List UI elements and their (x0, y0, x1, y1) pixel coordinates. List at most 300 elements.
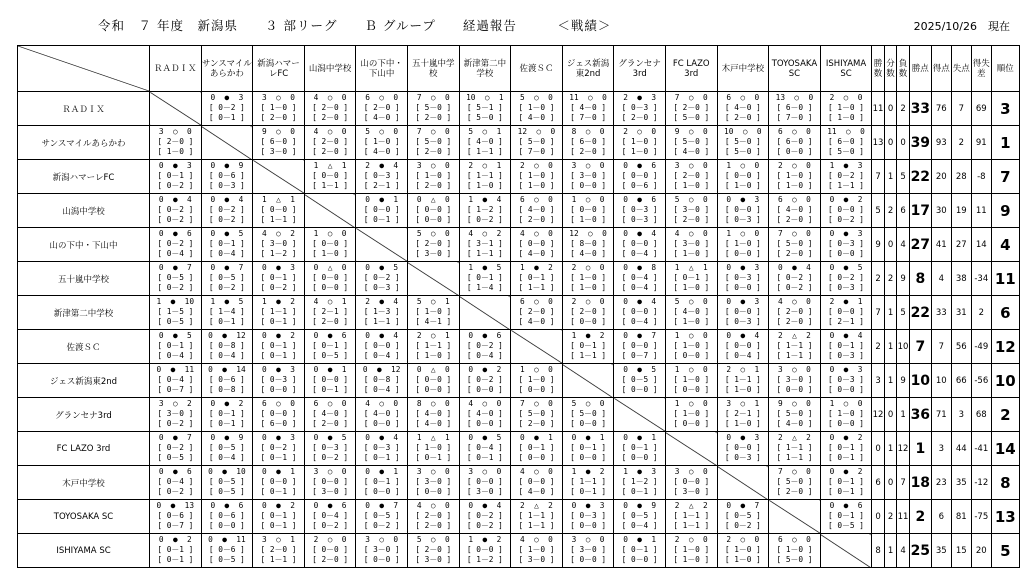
stat-goals-for: 41 (931, 228, 951, 262)
match-half-score: [ 3－0 ] (157, 409, 194, 418)
match-result-cell (201, 364, 253, 398)
match-total: 0 ● 6 (313, 331, 347, 340)
match-half-score: [ 0－1 ] (312, 385, 349, 394)
match-half-score: [ 0－2 ] (208, 103, 245, 112)
match-result-cell (201, 160, 253, 194)
match-half-score: [ 3－0 ] (260, 239, 297, 248)
match-half-score: [ 0－0 ] (673, 385, 710, 394)
match-total: 0 ● 4 (726, 331, 760, 340)
match-result-cell (769, 364, 821, 398)
stat-rank: 6 (991, 296, 1019, 330)
match-result-cell (562, 262, 614, 296)
match-half-score: [ 0－2 ] (363, 273, 400, 282)
match-half-score: [ 0－2 ] (363, 521, 400, 530)
team-column-header: FC LAZO 3rd (665, 46, 717, 92)
team-row-name: ISHIYAMA SC (18, 534, 150, 568)
match-result-cell (459, 330, 511, 364)
match-total: 2 ○ 1 (416, 331, 450, 340)
match-result-cell (407, 432, 459, 466)
match-total: 0 ● 1 (623, 433, 657, 442)
match-half-score: [ 2－0 ] (363, 103, 400, 112)
match-half-score: [ 4－1 ] (415, 317, 452, 326)
table-row (18, 262, 1020, 296)
match-total: 7 ○ 0 (777, 229, 811, 238)
match-total: 0 ● 1 (520, 433, 553, 442)
match-half-score: [ 1－0 ] (518, 171, 555, 180)
match-total: 0 ● 5 (158, 331, 192, 340)
match-result-cell (201, 466, 253, 500)
match-result-cell (356, 534, 408, 568)
match-half-score: [ 0－1 ] (466, 273, 503, 282)
stat-wins: 12 (872, 398, 885, 432)
match-total: 3 ○ 0 (571, 161, 605, 170)
match-result-cell (511, 160, 563, 194)
match-half-score: [ 0－5 ] (208, 443, 245, 452)
match-result-cell (459, 160, 511, 194)
match-total: 0 ● 3 (726, 433, 760, 442)
match-half-score: [ 1－1 ] (466, 171, 503, 180)
match-total: 8 ○ 0 (416, 399, 450, 408)
match-half-score: [ 1－0 ] (673, 181, 710, 190)
match-half-score: [ 0－3 ] (208, 181, 245, 190)
match-total: 1 ○ 0 (313, 229, 347, 238)
match-half-score: [ 1－0 ] (673, 341, 710, 350)
match-half-score: [ 4－0 ] (570, 249, 607, 258)
match-total: 0 ● 1 (571, 433, 605, 442)
stat-goals-against: 66 (951, 364, 971, 398)
match-total: 0 ● 3 (726, 297, 760, 306)
match-half-score: [ 0－0 ] (621, 341, 658, 350)
diagonal-cell (304, 194, 356, 228)
match-half-score: [ 1－0 ] (673, 317, 710, 326)
match-half-score: [ 3－0 ] (415, 249, 452, 258)
match-half-score: [ 1－1 ] (776, 341, 813, 350)
match-result-cell (614, 262, 666, 296)
stat-header-gd: 得失差 (971, 46, 991, 92)
match-total: 1 △ 1 (416, 433, 450, 442)
match-total: 2 ○ 0 (571, 297, 605, 306)
match-half-score: [ 0－0 ] (570, 419, 607, 428)
match-total: 0 ● 2 (468, 365, 502, 374)
stat-header-losses: 負数 (897, 46, 910, 92)
match-half-score: [ 0－0 ] (363, 555, 400, 564)
match-result-cell (614, 432, 666, 466)
match-result-cell (459, 432, 511, 466)
match-result-cell (562, 398, 614, 432)
match-result-cell (562, 500, 614, 534)
team-row-name: 木戸中学校 (18, 466, 150, 500)
match-half-score: [ 0－0 ] (312, 545, 349, 554)
match-total: 0 ● 2 (262, 501, 295, 510)
match-total: 0 ● 13 (156, 501, 195, 510)
match-half-score: [ 1－0 ] (260, 103, 297, 112)
match-half-score: [ 2－0 ] (776, 317, 813, 326)
match-result-cell (769, 160, 821, 194)
match-result-cell (459, 534, 511, 568)
match-total: 4 ○ 0 (365, 399, 399, 408)
match-half-score: [ 0－2 ] (828, 215, 864, 224)
match-half-score: [ 0－0 ] (828, 205, 864, 214)
match-half-score: [ 1－1 ] (518, 283, 555, 292)
match-half-score: [ 0－1 ] (157, 171, 194, 180)
match-half-score: [ 0－3 ] (724, 273, 761, 282)
match-total: 2 ○ 0 (520, 161, 553, 170)
match-total: 1 ● 5 (210, 297, 244, 306)
match-half-score: [ 5－1 ] (466, 103, 503, 112)
match-half-score: [ 2－0 ] (312, 147, 349, 156)
match-half-score: [ 4－0 ] (415, 409, 452, 418)
match-half-score: [ 1－0 ] (724, 419, 761, 428)
team-column-header: 佐渡ＳＣ (511, 46, 563, 92)
match-result-cell (614, 534, 666, 568)
match-half-score: [ 4－0 ] (673, 147, 710, 156)
match-total: 2 ● 1 (829, 297, 863, 306)
match-half-score: [ 7－0 ] (776, 113, 813, 122)
match-half-score: [ 6－0 ] (570, 137, 607, 146)
match-half-score: [ 3－0 ] (570, 171, 607, 180)
match-half-score: [ 0－1 ] (828, 477, 864, 486)
match-half-score: [ 0－0 ] (828, 385, 864, 394)
match-half-score: [ 0－2 ] (466, 215, 503, 224)
stat-wins: 7 (872, 296, 885, 330)
match-total: 1 ● 2 (571, 467, 605, 476)
match-total: 0 ● 3 (726, 263, 760, 272)
match-half-score: [ 0－5 ] (208, 487, 245, 496)
match-half-score: [ 0－0 ] (673, 351, 710, 360)
team-column-header: ＲＡＤＩＸ (150, 46, 202, 92)
match-half-score: [ 0－6 ] (208, 511, 245, 520)
match-result-cell (304, 126, 356, 160)
match-half-score: [ 0－1 ] (621, 443, 658, 452)
match-half-score: [ 1－2 ] (466, 555, 503, 564)
match-result-cell (150, 160, 202, 194)
match-total: 11 ○ 0 (827, 127, 865, 136)
match-result-cell (150, 228, 202, 262)
match-total: 6 ○ 0 (520, 195, 553, 204)
match-total: 0 ● 9 (623, 501, 657, 510)
match-total: 3 ○ 1 (262, 535, 295, 544)
match-half-score: [ 1－0 ] (363, 137, 400, 146)
match-half-score: [ 2－0 ] (312, 137, 349, 146)
match-half-score: [ 1－0 ] (724, 181, 761, 190)
match-result-cell (820, 228, 872, 262)
match-result-cell (820, 194, 872, 228)
match-total: 0 ● 1 (365, 467, 399, 476)
match-half-score: [ 5－0 ] (724, 147, 761, 156)
match-result-cell (150, 296, 202, 330)
match-half-score: [ 1－0 ] (673, 375, 710, 384)
standings-table (17, 45, 1020, 568)
stat-losses: 10 (897, 330, 910, 364)
match-half-score: [ 2－0 ] (518, 215, 555, 224)
match-result-cell (253, 296, 305, 330)
team-column-header: 五十嵐中学校 (407, 46, 459, 92)
match-half-score: [ 1－1 ] (673, 521, 710, 530)
match-total: 4 ○ 0 (674, 229, 708, 238)
match-total: 12 ○ 0 (569, 229, 607, 238)
match-result-cell (356, 126, 408, 160)
match-result-cell (304, 534, 356, 568)
stat-draws: 0 (884, 466, 897, 500)
match-total: 0 △ 0 (416, 195, 450, 204)
match-total: 0 ● 2 (262, 331, 295, 340)
match-half-score: [ 1－0 ] (157, 147, 194, 156)
match-total: 2 ○ 0 (313, 535, 347, 544)
match-total: 0 ● 3 (829, 365, 863, 374)
match-result-cell (201, 500, 253, 534)
stat-goals-for: 10 (931, 364, 951, 398)
match-result-cell (665, 398, 717, 432)
match-result-cell (769, 228, 821, 262)
table-row (18, 228, 1020, 262)
match-total: 0 ● 4 (468, 501, 502, 510)
match-half-score: [ 2－0 ] (415, 113, 452, 122)
match-half-score: [ 1－0 ] (776, 171, 813, 180)
match-half-score: [ 0－0 ] (260, 385, 297, 394)
match-half-score: [ 0－0 ] (570, 555, 607, 564)
match-total: 2 △ 2 (520, 501, 553, 510)
match-result-cell (304, 398, 356, 432)
diagonal-cell (201, 126, 253, 160)
stat-wins: 11 (872, 92, 885, 126)
match-half-score: [ 2－0 ] (312, 317, 349, 326)
stat-rank: 8 (991, 466, 1019, 500)
match-half-score: [ 0－4 ] (208, 351, 245, 360)
match-half-score: [ 8－0 ] (570, 239, 607, 248)
match-total: 4 ○ 1 (313, 297, 347, 306)
match-half-score: [ 0－0 ] (724, 341, 761, 350)
stat-goals-against: 56 (951, 330, 971, 364)
match-total: 0 ● 4 (365, 433, 399, 442)
match-total: 8 ○ 0 (571, 127, 605, 136)
match-half-score: [ 0－8 ] (208, 341, 245, 350)
match-half-score: [ 1－2 ] (260, 249, 297, 258)
match-half-score: [ 0－1 ] (828, 443, 864, 452)
match-half-score: [ 0－3 ] (828, 375, 864, 384)
match-total: 4 ○ 0 (520, 229, 553, 238)
match-half-score: [ 0－0 ] (570, 317, 607, 326)
match-result-cell (459, 126, 511, 160)
stat-draws: 0 (884, 126, 897, 160)
stat-goals-against: 15 (951, 534, 971, 568)
match-half-score: [ 4－0 ] (570, 103, 607, 112)
match-half-score: [ 0－0 ] (828, 249, 864, 258)
match-total: 2 ○ 0 (829, 93, 863, 102)
stat-header-ga: 失点 (951, 46, 971, 92)
match-result-cell (201, 194, 253, 228)
diagonal-cell (614, 398, 666, 432)
match-half-score: [ 0－4 ] (621, 521, 658, 530)
match-half-score: [ 0－8 ] (363, 375, 400, 384)
match-half-score: [ 0－1 ] (260, 521, 297, 530)
match-total: 0 ● 6 (210, 501, 244, 510)
match-half-score: [ 1－1 ] (312, 181, 349, 190)
match-half-score: [ 0－1 ] (673, 273, 710, 282)
match-total: 3 ○ 0 (416, 467, 450, 476)
match-half-score: [ 2－0 ] (570, 147, 607, 156)
match-half-score: [ 1－0 ] (673, 409, 710, 418)
match-half-score: [ 3－0 ] (415, 477, 452, 486)
stat-wins: 2 (872, 330, 885, 364)
team-row-name: 佐渡ＳＣ (18, 330, 150, 364)
match-result-cell (150, 126, 202, 160)
stat-goals-against: 27 (951, 228, 971, 262)
match-half-score: [ 0－2 ] (208, 215, 245, 224)
match-result-cell (511, 92, 563, 126)
match-half-score: [ 0－0 ] (260, 477, 297, 486)
match-half-score: [ 3－0 ] (673, 487, 710, 496)
stat-points: 7 (909, 330, 931, 364)
match-total: 2 △ 2 (674, 501, 708, 510)
match-half-score: [ 2－0 ] (724, 113, 761, 122)
stat-header-rank: 順位 (991, 46, 1019, 92)
table-row (18, 330, 1020, 364)
match-half-score: [ 2－1 ] (828, 317, 864, 326)
match-result-cell (407, 228, 459, 262)
match-result-cell (201, 92, 253, 126)
stat-rank: 5 (991, 534, 1019, 568)
match-result-cell (407, 126, 459, 160)
diagonal-cell (459, 296, 511, 330)
table-row (18, 398, 1020, 432)
match-half-score: [ 0－1 ] (157, 341, 194, 350)
diagonal-cell (253, 160, 305, 194)
stat-losses: 1 (897, 398, 910, 432)
match-total: 6 ○ 0 (726, 93, 760, 102)
match-result-cell (717, 432, 769, 466)
match-result-cell (459, 500, 511, 534)
stat-wins: 13 (872, 126, 885, 160)
match-result-cell (769, 534, 821, 568)
match-result-cell (304, 296, 356, 330)
match-half-score: [ 5－0 ] (776, 477, 813, 486)
match-total: 0 ● 7 (158, 263, 192, 272)
diagonal-cell (820, 534, 872, 568)
match-total: 0 ● 3 (210, 93, 244, 102)
match-half-score: [ 2－0 ] (415, 511, 452, 520)
stat-goals-against: 7 (951, 92, 971, 126)
stat-points: 22 (909, 160, 931, 194)
match-half-score: [ 1－0 ] (518, 181, 555, 190)
match-total: 1 ○ 0 (726, 229, 760, 238)
match-half-score: [ 0－1 ] (208, 419, 245, 428)
match-half-score: [ 1－0 ] (724, 545, 761, 554)
match-half-score: [ 0－4 ] (157, 351, 194, 360)
stat-losses: 0 (897, 126, 910, 160)
match-half-score: [ 0－1 ] (518, 273, 555, 282)
match-result-cell (304, 330, 356, 364)
match-half-score: [ 0－4 ] (621, 249, 658, 258)
diagonal-cell (356, 228, 408, 262)
stat-losses: 11 (897, 500, 910, 534)
team-row-name: ジェス新潟東2nd (18, 364, 150, 398)
match-half-score: [ 1－1 ] (570, 351, 607, 360)
stat-rank: 10 (991, 364, 1019, 398)
stat-goal-diff: 14 (971, 228, 991, 262)
match-result-cell (304, 262, 356, 296)
stat-wins: 2 (872, 262, 885, 296)
match-half-score: [ 0－0 ] (312, 477, 349, 486)
match-result-cell (820, 330, 872, 364)
match-half-score: [ 0－0 ] (518, 385, 555, 394)
match-result-cell (820, 466, 872, 500)
match-total: 1 ● 2 (571, 331, 605, 340)
match-total: 0 ● 4 (365, 331, 399, 340)
stat-losses: 9 (897, 364, 910, 398)
match-half-score: [ 1－0 ] (570, 283, 607, 292)
match-half-score: [ 0－5 ] (363, 511, 400, 520)
stat-wins: 3 (872, 364, 885, 398)
stat-rank: 13 (991, 500, 1019, 534)
match-total: 0 ● 6 (623, 161, 657, 170)
match-half-score: [ 1－1 ] (776, 351, 813, 360)
match-half-score: [ 0－4 ] (312, 511, 349, 520)
team-column-header: 新津第二中学校 (459, 46, 511, 92)
match-half-score: [ 0－0 ] (621, 555, 658, 564)
match-total: 0 ● 3 (158, 161, 192, 170)
table-row (18, 296, 1020, 330)
match-half-score: [ 0－4 ] (363, 351, 400, 360)
stat-rank: 1 (991, 126, 1019, 160)
match-result-cell (562, 92, 614, 126)
match-total: 7 ○ 0 (520, 399, 553, 408)
match-half-score: [ 0－0 ] (312, 273, 349, 282)
match-result-cell (717, 398, 769, 432)
match-result-cell (665, 296, 717, 330)
match-half-score: [ 1－0 ] (415, 307, 452, 316)
match-total: 0 ● 5 (623, 365, 657, 374)
match-half-score: [ 0－2 ] (260, 443, 297, 452)
match-result-cell (820, 296, 872, 330)
stat-points: 2 (909, 500, 931, 534)
match-half-score: [ 1－1 ] (570, 477, 607, 486)
match-total: 0 ● 5 (210, 229, 244, 238)
match-half-score: [ 0－2 ] (157, 443, 194, 452)
match-half-score: [ 5－0 ] (776, 555, 813, 564)
diagonal-cell (717, 466, 769, 500)
match-result-cell (356, 160, 408, 194)
match-total: 0 ● 9 (210, 161, 244, 170)
match-result-cell (562, 534, 614, 568)
match-result-cell (459, 194, 511, 228)
match-total: 0 ● 3 (829, 229, 863, 238)
match-result-cell (769, 262, 821, 296)
table-row (18, 364, 1020, 398)
match-half-score: [ 0－3 ] (363, 443, 400, 452)
match-half-score: [ 2－0 ] (312, 555, 349, 564)
match-result-cell (150, 534, 202, 568)
match-total: 9 ○ 0 (674, 127, 708, 136)
match-half-score: [ 1－1 ] (466, 249, 503, 258)
match-half-score: [ 0－3 ] (828, 239, 864, 248)
match-half-score: [ 2－0 ] (415, 147, 452, 156)
match-half-score: [ 3－0 ] (363, 545, 400, 554)
match-half-score: [ 5－0 ] (466, 113, 503, 122)
match-half-score: [ 0－0 ] (363, 205, 400, 214)
match-half-score: [ 2－0 ] (673, 103, 710, 112)
match-half-score: [ 4－0 ] (518, 249, 555, 258)
match-half-score: [ 0－0 ] (363, 341, 400, 350)
stat-draws: 1 (884, 432, 897, 466)
match-half-score: [ 1－2 ] (621, 477, 658, 486)
match-total: 1 ● 2 (468, 535, 502, 544)
match-half-score: [ 0－0 ] (621, 171, 658, 180)
match-total: 1 ○ 0 (674, 399, 708, 408)
match-half-score: [ 0－1 ] (260, 341, 297, 350)
match-total: 2 ○ 1 (726, 365, 760, 374)
match-result-cell (407, 364, 459, 398)
match-half-score: [ 0－4 ] (621, 317, 658, 326)
